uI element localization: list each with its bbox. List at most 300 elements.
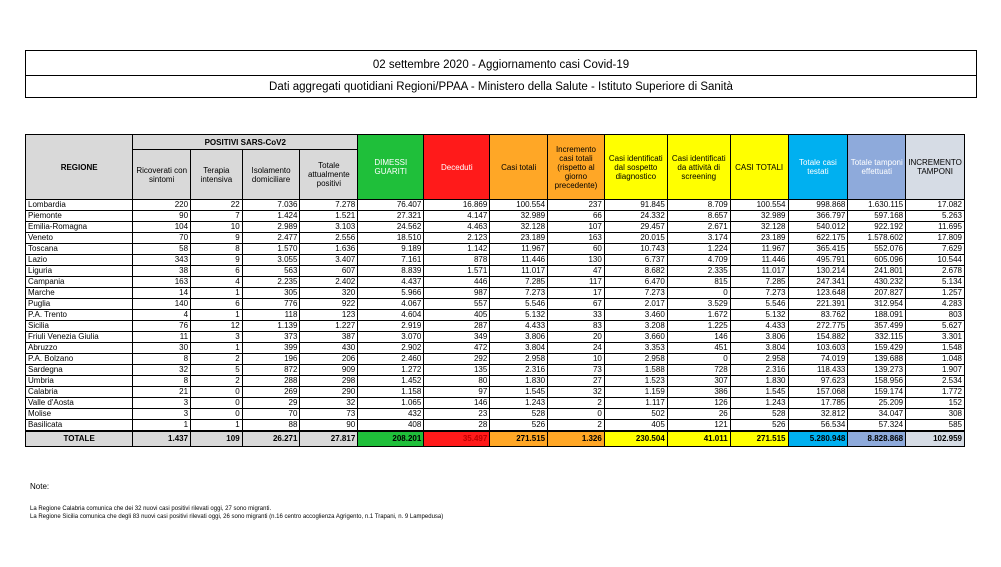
- col-header-casi-totali: Casi totali: [490, 135, 548, 200]
- casi-totali-cell: 11.967: [490, 244, 548, 255]
- incremento-tamponi-cell: 5.134: [906, 277, 965, 288]
- dimessi-cell: 24.562: [358, 222, 424, 233]
- total-label: TOTALE: [26, 431, 133, 447]
- screening-cell: 1.225: [667, 321, 730, 332]
- screening-cell: 146: [667, 332, 730, 343]
- screening-cell: 386: [667, 387, 730, 398]
- dimessi-cell: 4.067: [358, 299, 424, 310]
- totale-positivi-cell: 90: [300, 420, 358, 432]
- sospetto-cell: 6.737: [604, 255, 667, 266]
- totale-positivi-cell: 1.521: [300, 211, 358, 222]
- tamponi-cell: 188.091: [848, 310, 906, 321]
- total-incremento-tamponi-cell: 102.959: [906, 431, 965, 447]
- incremento-tamponi-cell: 5.627: [906, 321, 965, 332]
- incremento-casi-cell: 10: [548, 354, 605, 365]
- deceduti-cell: 1.142: [424, 244, 490, 255]
- screening-cell: 307: [667, 376, 730, 387]
- col-header-casi-totali-2: CASI TOTALI: [730, 135, 788, 200]
- table-row: [26, 420, 965, 432]
- incremento-casi-cell: 66: [548, 211, 605, 222]
- incremento-casi-cell: 27: [548, 376, 605, 387]
- casi-testati-cell: 56.534: [788, 420, 848, 432]
- table-row: [26, 233, 965, 244]
- terapia-cell: 12: [191, 321, 243, 332]
- casi-totali-2-cell: 3.806: [730, 332, 788, 343]
- region-name: Lombardia: [26, 200, 133, 211]
- ricoverati-cell: 30: [133, 343, 191, 354]
- terapia-cell: 0: [191, 387, 243, 398]
- ricoverati-cell: 70: [133, 233, 191, 244]
- region-name: Piemonte: [26, 211, 133, 222]
- ricoverati-cell: 4: [133, 310, 191, 321]
- totale-positivi-cell: 123: [300, 310, 358, 321]
- casi-totali-cell: 1.545: [490, 387, 548, 398]
- dimessi-cell: 2.902: [358, 343, 424, 354]
- totale-positivi-cell: 430: [300, 343, 358, 354]
- deceduti-cell: 146: [424, 398, 490, 409]
- casi-totali-cell: 526: [490, 420, 548, 432]
- region-name: Lazio: [26, 255, 133, 266]
- deceduti-cell: 16.869: [424, 200, 490, 211]
- ricoverati-cell: 14: [133, 288, 191, 299]
- tamponi-cell: 159.174: [848, 387, 906, 398]
- dimessi-cell: 27.321: [358, 211, 424, 222]
- col-header-deceduti: Deceduti: [424, 135, 490, 200]
- ricoverati-cell: 1: [133, 420, 191, 432]
- incremento-tamponi-cell: 17.809: [906, 233, 965, 244]
- isolamento-cell: 2.989: [242, 222, 300, 233]
- table-row: [26, 244, 965, 255]
- total-totale-positivi-cell: 27.817: [300, 431, 358, 447]
- col-header-incremento-tamponi: INCREMENTO TAMPONI: [906, 135, 965, 200]
- col-group-positivi: POSITIVI SARS-CoV2: [133, 135, 358, 150]
- casi-totali-cell: 3.804: [490, 343, 548, 354]
- tamponi-cell: 139.273: [848, 365, 906, 376]
- totale-positivi-cell: 909: [300, 365, 358, 376]
- casi-totali-cell: 2.958: [490, 354, 548, 365]
- terapia-cell: 10: [191, 222, 243, 233]
- incremento-casi-cell: 32: [548, 387, 605, 398]
- casi-totali-2-cell: 100.554: [730, 200, 788, 211]
- col-header-screening: Casi identificati da attività di screening: [667, 135, 730, 200]
- total-screening-cell: 41.011: [667, 431, 730, 447]
- casi-testati-cell: 272.775: [788, 321, 848, 332]
- isolamento-cell: 2.235: [242, 277, 300, 288]
- sospetto-cell: 1.117: [604, 398, 667, 409]
- dimessi-cell: 432: [358, 409, 424, 420]
- screening-cell: 3.174: [667, 233, 730, 244]
- deceduti-cell: 878: [424, 255, 490, 266]
- ricoverati-cell: 21: [133, 387, 191, 398]
- total-ricoverati-cell: 1.437: [133, 431, 191, 447]
- incremento-tamponi-cell: 3.301: [906, 332, 965, 343]
- casi-totali-2-cell: 2.316: [730, 365, 788, 376]
- report-date-title: 02 settembre 2020 - Aggiornamento casi Covid-19: [372, 59, 630, 71]
- terapia-cell: 9: [191, 255, 243, 266]
- total-sospetto-cell: 230.504: [604, 431, 667, 447]
- report-source-subtitle: Dati aggregati quotidiani Regioni/PPAA - Ministero della Salute - Istituto Superiore di Sanità: [269, 81, 733, 93]
- sospetto-cell: 20.015: [604, 233, 667, 244]
- note-sicilia: La Regione Sicilia comunica che degli 83 nuovi casi positivi rilevati oggi, 26 sono migranti (n.16 centro accoglienza Agrigento, n.1 Trapani, n. 9 Lampedusa): [30, 514, 444, 520]
- dimessi-cell: 8.839: [358, 266, 424, 277]
- incremento-casi-cell: 2: [548, 420, 605, 432]
- isolamento-cell: 118: [242, 310, 300, 321]
- deceduti-cell: 4.147: [424, 211, 490, 222]
- totale-positivi-cell: 1.227: [300, 321, 358, 332]
- tamponi-cell: 357.499: [848, 321, 906, 332]
- casi-totali-2-cell: 11.017: [730, 266, 788, 277]
- sospetto-cell: 502: [604, 409, 667, 420]
- sospetto-cell: 3.460: [604, 310, 667, 321]
- tamponi-cell: 25.209: [848, 398, 906, 409]
- isolamento-cell: 399: [242, 343, 300, 354]
- isolamento-cell: 776: [242, 299, 300, 310]
- totale-positivi-cell: 1.636: [300, 244, 358, 255]
- region-name: Liguria: [26, 266, 133, 277]
- totale-positivi-cell: 3.103: [300, 222, 358, 233]
- tamponi-cell: 34.047: [848, 409, 906, 420]
- ricoverati-cell: 8: [133, 376, 191, 387]
- screening-cell: 1.672: [667, 310, 730, 321]
- deceduti-cell: 97: [424, 387, 490, 398]
- dimessi-cell: 1.065: [358, 398, 424, 409]
- notes-title: Note:: [30, 482, 50, 491]
- ricoverati-cell: 104: [133, 222, 191, 233]
- isolamento-cell: 70: [242, 409, 300, 420]
- incremento-tamponi-cell: 152: [906, 398, 965, 409]
- tamponi-cell: 552.076: [848, 244, 906, 255]
- casi-testati-cell: 97.623: [788, 376, 848, 387]
- total-casi-totali-2-cell: 271.515: [730, 431, 788, 447]
- incremento-tamponi-cell: 2.534: [906, 376, 965, 387]
- table-row: [26, 310, 965, 321]
- incremento-casi-cell: 237: [548, 200, 605, 211]
- casi-totali-cell: 23.189: [490, 233, 548, 244]
- incremento-casi-cell: 2: [548, 398, 605, 409]
- ricoverati-cell: 8: [133, 354, 191, 365]
- total-casi-totali-cell: 271.515: [490, 431, 548, 447]
- isolamento-cell: 1.570: [242, 244, 300, 255]
- ricoverati-cell: 38: [133, 266, 191, 277]
- casi-totali-cell: 1.830: [490, 376, 548, 387]
- table-row: [26, 200, 965, 211]
- isolamento-cell: 29: [242, 398, 300, 409]
- tamponi-cell: 241.801: [848, 266, 906, 277]
- screening-cell: 0: [667, 288, 730, 299]
- casi-totali-cell: 2.316: [490, 365, 548, 376]
- screening-cell: 2.671: [667, 222, 730, 233]
- total-deceduti-cell: 35.497: [424, 431, 490, 447]
- incremento-casi-cell: 117: [548, 277, 605, 288]
- incremento-tamponi-cell: 2.678: [906, 266, 965, 277]
- casi-totali-cell: 5.132: [490, 310, 548, 321]
- screening-cell: 0: [667, 354, 730, 365]
- terapia-cell: 1: [191, 420, 243, 432]
- terapia-cell: 5: [191, 365, 243, 376]
- casi-totali-cell: 32.128: [490, 222, 548, 233]
- totale-positivi-cell: 73: [300, 409, 358, 420]
- casi-totali-2-cell: 3.804: [730, 343, 788, 354]
- dimessi-cell: 408: [358, 420, 424, 432]
- terapia-cell: 9: [191, 233, 243, 244]
- casi-totali-2-cell: 4.433: [730, 321, 788, 332]
- totale-positivi-cell: 3.407: [300, 255, 358, 266]
- incremento-casi-cell: 83: [548, 321, 605, 332]
- deceduti-cell: 135: [424, 365, 490, 376]
- dimessi-cell: 2.460: [358, 354, 424, 365]
- table-row: [26, 332, 965, 343]
- isolamento-cell: 88: [242, 420, 300, 432]
- isolamento-cell: 2.477: [242, 233, 300, 244]
- terapia-cell: 7: [191, 211, 243, 222]
- ricoverati-cell: 90: [133, 211, 191, 222]
- dimessi-cell: 5.966: [358, 288, 424, 299]
- terapia-cell: 3: [191, 332, 243, 343]
- region-name: P.A. Trento: [26, 310, 133, 321]
- region-name: Umbria: [26, 376, 133, 387]
- notes-section: [30, 482, 443, 521]
- table-row: [26, 398, 965, 409]
- terapia-cell: 6: [191, 299, 243, 310]
- terapia-cell: 2: [191, 376, 243, 387]
- region-name: Calabria: [26, 387, 133, 398]
- region-name: Valle d'Aosta: [26, 398, 133, 409]
- dimessi-cell: 7.161: [358, 255, 424, 266]
- casi-testati-cell: 365.415: [788, 244, 848, 255]
- sospetto-cell: 405: [604, 420, 667, 432]
- casi-totali-2-cell: 1.545: [730, 387, 788, 398]
- sospetto-cell: 3.353: [604, 343, 667, 354]
- dimessi-cell: 1.452: [358, 376, 424, 387]
- covid-data-table: [25, 134, 965, 447]
- casi-testati-cell: 123.648: [788, 288, 848, 299]
- incremento-tamponi-cell: 10.544: [906, 255, 965, 266]
- dimessi-cell: 4.604: [358, 310, 424, 321]
- casi-testati-cell: 495.791: [788, 255, 848, 266]
- casi-totali-2-cell: 23.189: [730, 233, 788, 244]
- totale-positivi-cell: 206: [300, 354, 358, 365]
- totale-positivi-cell: 922: [300, 299, 358, 310]
- incremento-tamponi-cell: 5.263: [906, 211, 965, 222]
- incremento-tamponi-cell: 1.772: [906, 387, 965, 398]
- casi-totali-cell: 1.243: [490, 398, 548, 409]
- header-divider: [26, 75, 976, 76]
- note-calabria: La Regione Calabria comunica che dei 32 nuovi casi positivi rilevati oggi, 27 sono migranti.: [30, 506, 272, 512]
- deceduti-cell: 987: [424, 288, 490, 299]
- sospetto-cell: 2.017: [604, 299, 667, 310]
- sospetto-cell: 3.660: [604, 332, 667, 343]
- casi-totali-2-cell: 7.273: [730, 288, 788, 299]
- casi-testati-cell: 247.341: [788, 277, 848, 288]
- isolamento-cell: 3.055: [242, 255, 300, 266]
- total-tamponi-cell: 8.828.868: [848, 431, 906, 447]
- col-header-sospetto-diagnostico: Casi identificati dal sospetto diagnostico: [604, 135, 667, 200]
- casi-totali-2-cell: 1.830: [730, 376, 788, 387]
- casi-totali-2-cell: 5.132: [730, 310, 788, 321]
- casi-testati-cell: 221.391: [788, 299, 848, 310]
- totale-positivi-cell: 387: [300, 332, 358, 343]
- total-isolamento-cell: 26.271: [242, 431, 300, 447]
- tamponi-cell: 1.630.115: [848, 200, 906, 211]
- ricoverati-cell: 3: [133, 409, 191, 420]
- incremento-tamponi-cell: 17.082: [906, 200, 965, 211]
- casi-totali-2-cell: 5.546: [730, 299, 788, 310]
- deceduti-cell: 287: [424, 321, 490, 332]
- dimessi-cell: 1.272: [358, 365, 424, 376]
- incremento-tamponi-cell: 1.257: [906, 288, 965, 299]
- totale-positivi-cell: 298: [300, 376, 358, 387]
- incremento-tamponi-cell: 4.283: [906, 299, 965, 310]
- deceduti-cell: 557: [424, 299, 490, 310]
- table-row: [26, 266, 965, 277]
- col-header-isolamento: Isolamento domiciliare: [242, 150, 300, 200]
- table-row: [26, 409, 965, 420]
- totale-positivi-cell: 7.278: [300, 200, 358, 211]
- casi-testati-cell: 157.068: [788, 387, 848, 398]
- deceduti-cell: 80: [424, 376, 490, 387]
- region-name: Campania: [26, 277, 133, 288]
- casi-totali-cell: 528: [490, 409, 548, 420]
- sospetto-cell: 1.159: [604, 387, 667, 398]
- region-name: Marche: [26, 288, 133, 299]
- screening-cell: 3.529: [667, 299, 730, 310]
- isolamento-cell: 563: [242, 266, 300, 277]
- tamponi-cell: 312.954: [848, 299, 906, 310]
- tamponi-cell: 430.232: [848, 277, 906, 288]
- incremento-tamponi-cell: 11.695: [906, 222, 965, 233]
- incremento-casi-cell: 130: [548, 255, 605, 266]
- terapia-cell: 6: [191, 266, 243, 277]
- ricoverati-cell: 343: [133, 255, 191, 266]
- casi-testati-cell: 17.785: [788, 398, 848, 409]
- screening-cell: 2.335: [667, 266, 730, 277]
- terapia-cell: 1: [191, 288, 243, 299]
- dimessi-cell: 1.158: [358, 387, 424, 398]
- sospetto-cell: 24.332: [604, 211, 667, 222]
- region-name: Emilia-Romagna: [26, 222, 133, 233]
- sospetto-cell: 29.457: [604, 222, 667, 233]
- sospetto-cell: 8.682: [604, 266, 667, 277]
- tamponi-cell: 139.688: [848, 354, 906, 365]
- isolamento-cell: 269: [242, 387, 300, 398]
- deceduti-cell: 2.123: [424, 233, 490, 244]
- casi-totali-cell: 7.285: [490, 277, 548, 288]
- table-row: [26, 255, 965, 266]
- incremento-casi-cell: 73: [548, 365, 605, 376]
- screening-cell: 26: [667, 409, 730, 420]
- table-row: [26, 387, 965, 398]
- tamponi-cell: 159.429: [848, 343, 906, 354]
- tamponi-cell: 57.324: [848, 420, 906, 432]
- totale-positivi-cell: 32: [300, 398, 358, 409]
- table-row: [26, 211, 965, 222]
- dimessi-cell: 76.407: [358, 200, 424, 211]
- incremento-casi-cell: 47: [548, 266, 605, 277]
- terapia-cell: 0: [191, 398, 243, 409]
- casi-testati-cell: 118.433: [788, 365, 848, 376]
- screening-cell: 126: [667, 398, 730, 409]
- col-header-regione: REGIONE: [26, 135, 133, 200]
- screening-cell: 815: [667, 277, 730, 288]
- casi-totali-2-cell: 1.243: [730, 398, 788, 409]
- casi-testati-cell: 74.019: [788, 354, 848, 365]
- table-row: [26, 222, 965, 233]
- incremento-tamponi-cell: 585: [906, 420, 965, 432]
- sospetto-cell: 2.958: [604, 354, 667, 365]
- casi-totali-2-cell: 11.967: [730, 244, 788, 255]
- incremento-casi-cell: 163: [548, 233, 605, 244]
- incremento-casi-cell: 107: [548, 222, 605, 233]
- isolamento-cell: 305: [242, 288, 300, 299]
- ricoverati-cell: 220: [133, 200, 191, 211]
- deceduti-cell: 405: [424, 310, 490, 321]
- region-name: Puglia: [26, 299, 133, 310]
- col-header-ricoverati: Ricoverati con sintomi: [133, 150, 191, 200]
- table-row: [26, 376, 965, 387]
- incremento-casi-cell: 0: [548, 409, 605, 420]
- sospetto-cell: 1.523: [604, 376, 667, 387]
- col-header-incremento-casi: Incremento casi totali (rispetto al giorno precedente): [548, 135, 605, 200]
- total-incremento-casi-cell: 1.326: [548, 431, 605, 447]
- isolamento-cell: 7.036: [242, 200, 300, 211]
- casi-totali-cell: 4.433: [490, 321, 548, 332]
- incremento-tamponi-cell: 308: [906, 409, 965, 420]
- casi-testati-cell: 83.762: [788, 310, 848, 321]
- screening-cell: 8.709: [667, 200, 730, 211]
- tamponi-cell: 207.827: [848, 288, 906, 299]
- isolamento-cell: 288: [242, 376, 300, 387]
- screening-cell: 451: [667, 343, 730, 354]
- table-row: [26, 321, 965, 332]
- ricoverati-cell: 3: [133, 398, 191, 409]
- casi-totali-cell: 11.446: [490, 255, 548, 266]
- ricoverati-cell: 163: [133, 277, 191, 288]
- deceduti-cell: 292: [424, 354, 490, 365]
- incremento-tamponi-cell: 1.048: [906, 354, 965, 365]
- casi-testati-cell: 540.012: [788, 222, 848, 233]
- sospetto-cell: 10.743: [604, 244, 667, 255]
- casi-testati-cell: 622.175: [788, 233, 848, 244]
- dimessi-cell: 4.437: [358, 277, 424, 288]
- total-terapia-cell: 109: [191, 431, 243, 447]
- sospetto-cell: 91.845: [604, 200, 667, 211]
- total-casi-testati-cell: 5.280.948: [788, 431, 848, 447]
- table-row: [26, 354, 965, 365]
- table-row: [26, 288, 965, 299]
- casi-totali-2-cell: 2.958: [730, 354, 788, 365]
- tamponi-cell: 597.168: [848, 211, 906, 222]
- deceduti-cell: 349: [424, 332, 490, 343]
- tamponi-cell: 922.192: [848, 222, 906, 233]
- casi-testati-cell: 130.214: [788, 266, 848, 277]
- ricoverati-cell: 58: [133, 244, 191, 255]
- table-row: [26, 365, 965, 376]
- dimessi-cell: 18.510: [358, 233, 424, 244]
- sospetto-cell: 1.588: [604, 365, 667, 376]
- isolamento-cell: 1.424: [242, 211, 300, 222]
- casi-totali-2-cell: 528: [730, 409, 788, 420]
- region-name: Abruzzo: [26, 343, 133, 354]
- screening-cell: 4.709: [667, 255, 730, 266]
- totale-positivi-cell: 2.402: [300, 277, 358, 288]
- casi-totali-cell: 11.017: [490, 266, 548, 277]
- casi-totali-2-cell: 7.285: [730, 277, 788, 288]
- isolamento-cell: 872: [242, 365, 300, 376]
- casi-totali-2-cell: 32.128: [730, 222, 788, 233]
- casi-totali-cell: 100.554: [490, 200, 548, 211]
- screening-cell: 728: [667, 365, 730, 376]
- casi-testati-cell: 103.603: [788, 343, 848, 354]
